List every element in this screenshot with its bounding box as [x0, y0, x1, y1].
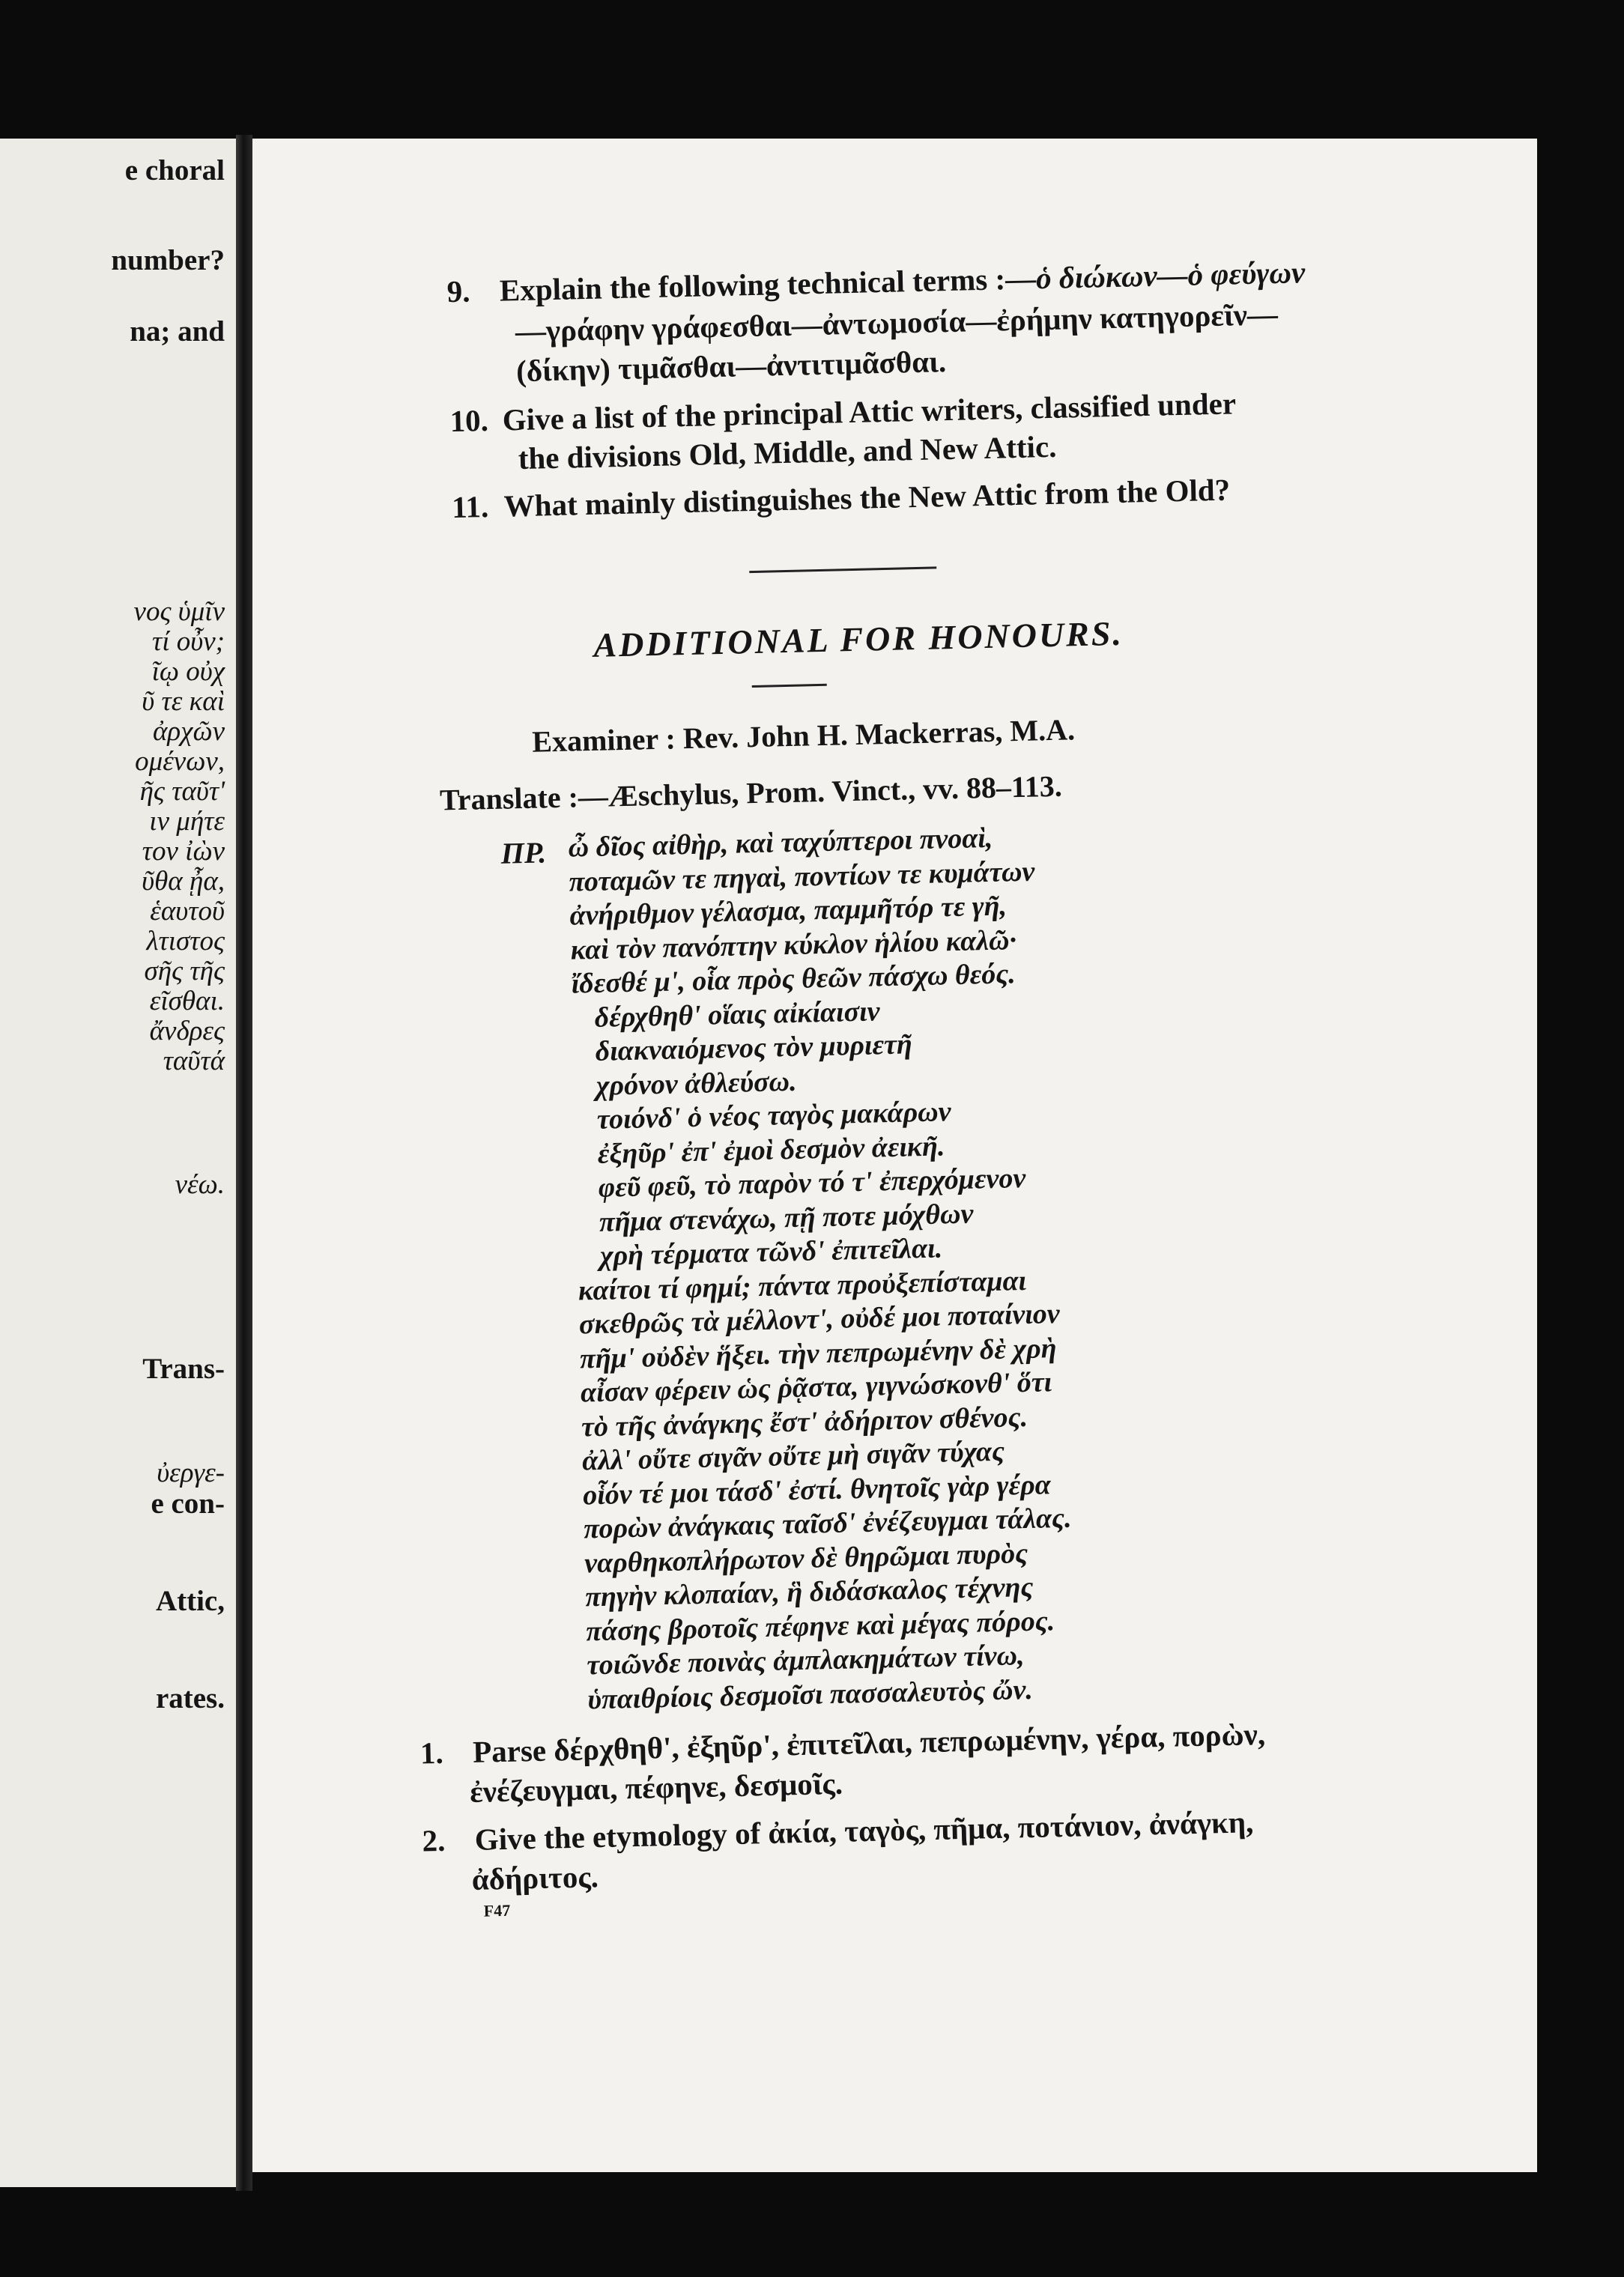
verse-line: φεῦ φεῦ, τὸ παρὸν τό τ' ἐπερχόμενον	[598, 1162, 1026, 1204]
left-page-fragment: ῦθα ᾖα,	[142, 866, 225, 897]
left-page-fragment: νος ὑμῖν	[133, 596, 225, 627]
verse-line: ἴδεσθέ μ', οἷα πρὸς θεῶν πάσχω θεός.	[571, 958, 1016, 1000]
question-2-line-2: ἀδήριτος.	[471, 1859, 599, 1897]
divider-rule-short	[752, 684, 827, 688]
question-number: 1.	[419, 1735, 444, 1771]
left-page-fragment: ιν μήτε	[149, 806, 225, 837]
verse-line: δέρχθηθ' οἵαις αἰκίαισιν	[594, 995, 880, 1034]
question-1-line-2: ἐνέζευγμαι, πέφηνε, δεσμοῖς.	[469, 1765, 843, 1809]
left-page-fragment: na; and	[130, 315, 225, 348]
question-10-line-2: the divisions Old, Middle, and New Attic.	[518, 428, 1057, 476]
question-2	[422, 1803, 1254, 1859]
left-page-fragment: ὐεργε-	[157, 1458, 225, 1488]
question-9-line-3: (δίκην) τιμᾶσθαι—ἀντιτιμᾶσθαι.	[515, 344, 947, 389]
left-page-fragment: ἀρχῶν	[152, 716, 225, 747]
verse-line: οἷόν τέ μοι τάσδ' ἐστί. θνητοῖς γὰρ γέρα	[582, 1468, 1052, 1511]
question-number: 9.	[446, 273, 470, 309]
question-11	[452, 471, 1231, 527]
left-page-fragment: εῖσθαι.	[149, 986, 225, 1016]
verse-line: καὶ τὸν πανόπτην κύκλον ἡλίου καλῶ·	[570, 924, 1017, 966]
question-text: Give a list of the principal Attic writers, classified under	[502, 386, 1237, 437]
left-page-fragment: ῆς ταῦτ'	[139, 776, 225, 807]
left-page-fragment: νέω.	[175, 1169, 225, 1200]
question-10	[449, 384, 1236, 440]
verse-line: ναρθηκοπλήρωτον δὲ θηρῶμαι πυρὸς	[584, 1537, 1028, 1579]
question-text: Parse δέρχθηθ', ἐξηῦρ', ἐπιτεῖλαι, πεπρωμένην, γέρα, πορὼν,	[472, 1716, 1266, 1769]
verse-line: ποταμῶν τε πηγαὶ, ποντίων τε κυμάτων	[569, 855, 1035, 898]
left-page-fragment: rates.	[155, 1682, 225, 1714]
speaker-label: ΠΡ.	[500, 835, 547, 870]
left-page-fragment: number?	[111, 244, 225, 276]
verse-line: ὑπαιθρίοις δεσμοῖσι πασσαλευτὸς ὤν.	[587, 1673, 1034, 1715]
examiner-line: Examiner : Rev. John H. Mackerras, M.A.	[531, 712, 1076, 759]
left-page-fragment: τί οὖν;	[152, 626, 225, 657]
verse-line: χρόνον ἀθλεύσω.	[596, 1065, 797, 1102]
question-number: 11.	[451, 488, 489, 525]
verse-passage	[568, 820, 1076, 1717]
divider-rule	[749, 566, 936, 573]
verse-line: ἀλλ' οὔτε σιγᾶν οὔτε μὴ σιγᾶν τύχας	[581, 1435, 1005, 1477]
question-text: Explain the following technical terms :—	[499, 261, 1037, 308]
question-number: 2.	[422, 1822, 446, 1858]
left-page-fragment: e con-	[151, 1488, 225, 1520]
left-page-fragment: ταῦτά	[163, 1046, 225, 1076]
section-heading: ADDITIONAL FOR HONOURS.	[593, 613, 1124, 664]
verse-line: πορὼν ἀνάγκαις ταῖσδ' ἐνέζευγμαι τάλας.	[583, 1502, 1072, 1545]
left-page-fragment: e choral	[124, 154, 225, 187]
verse-line: καίτοι τί φημί; πάντα προὐξεπίσταμαι	[578, 1264, 1027, 1307]
left-page-fragment: ῦ τε καὶ	[142, 686, 225, 717]
page-content	[252, 109, 1583, 2171]
verse-line: πηγὴν κλοπαίαν, ἣ διδάσκαλος τέχνης	[584, 1571, 1034, 1613]
question-9-line-2: —γράφην γράφεσθαι—ἀντωμοσία—ἐρήμην κατηγορεῖν—	[515, 297, 1279, 349]
left-page-fragment: ομένων,	[135, 746, 225, 777]
question-text: What mainly distinguishes the New Attic from the Old?	[503, 472, 1231, 524]
verse-line: ἀνήριθμον γέλασμα, παμμῆτόρ τε γῆ,	[569, 890, 1008, 932]
left-page-fragment: Attic,	[155, 1585, 225, 1617]
verse-line: χρὴ τέρματα τῶνδ' ἐπιτεῖλαι.	[599, 1232, 943, 1272]
left-page-fragment: Trans-	[142, 1353, 225, 1385]
question-text: Give the etymology of ἀκία, ταγὸς, πῆμα, ποτάνιον, ἀνάγκη,	[474, 1804, 1254, 1857]
question-greek: ὁ διώκων—ὁ φεύγων	[1035, 255, 1306, 296]
left-page	[0, 139, 241, 2187]
verse-line: τοιόνδ' ὁ νέος ταγὸς μακάρων	[596, 1096, 951, 1136]
verse-line: αἶσαν φέρειν ὡς ῥᾷστα, γιγνώσκονθ' ὅτι	[580, 1366, 1052, 1409]
verse-line: σκεθρῶς τὰ μέλλοντ', οὐδέ μοι ποταίνιον	[578, 1297, 1061, 1341]
left-page-fragment: λτιστος	[146, 926, 225, 956]
left-page-fragment: ἄνδρες	[149, 1016, 225, 1046]
verse-line: τοιῶνδε ποινὰς ἀμπλακημάτων τίνω,	[586, 1640, 1025, 1682]
book-spine	[236, 135, 252, 2191]
verse-line: ἐξηῦρ' ἐπ' ἐμοὶ δεσμὸν ἀεικῆ.	[597, 1130, 945, 1170]
verse-line: διακναιόμενος τὸν μυριετῆ	[595, 1028, 913, 1067]
left-page-fragment: ἑαυτοῦ	[150, 896, 225, 927]
translate-instruction: Translate :—Æschylus, Prom. Vinct., vv. 88–113.	[439, 768, 1063, 817]
verse-line: τὸ τῆς ἀνάγκης ἔστ' ἀδήριτον σθένος.	[581, 1401, 1028, 1443]
verse-line: πῆμα στενάχω, πῇ ποτε μόχθων	[599, 1198, 974, 1238]
verse-line: πῆμ' οὐδὲν ἥξει. τὴν πεπρωμένην δὲ χρὴ	[579, 1332, 1057, 1374]
verse-line: πάσης βροτοῖς πέφηνε καὶ μέγας πόρος.	[585, 1604, 1055, 1647]
question-number: 10.	[449, 402, 489, 439]
signature-mark: F47	[483, 1900, 511, 1920]
question-1	[419, 1715, 1265, 1772]
left-page-fragment: σῆς τῆς	[144, 956, 225, 986]
right-page	[252, 139, 1537, 2172]
left-page-fragment: τον ἰὼν	[142, 836, 225, 867]
verse-line: ὦ δῖος αἰθὴρ, καὶ ταχύπτεροι πνοαὶ,	[568, 822, 993, 864]
left-page-fragment: ῖῳ οὐχ	[151, 656, 225, 687]
